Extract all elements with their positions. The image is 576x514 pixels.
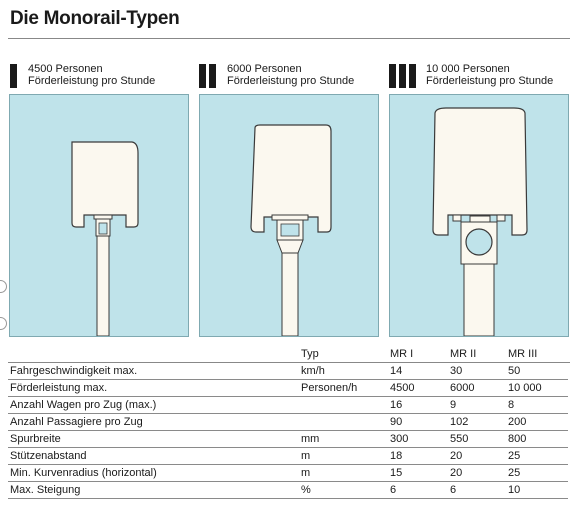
row-value-mr1: 6 [390, 484, 397, 496]
row-label: Max. Steigung [10, 484, 81, 496]
row-label: Förderleistung max. [10, 382, 108, 394]
row-value-mr2: 30 [450, 365, 463, 377]
row-label: Stützenabstand [10, 450, 87, 462]
capacity-label: Förderleistung pro Stunde [227, 75, 355, 87]
col-header-mr3: MR III [508, 348, 538, 360]
monorail-cross-section-mr1 [10, 95, 188, 336]
row-unit: m [301, 467, 311, 479]
table-row [8, 363, 568, 380]
row-value-mr2: 9 [450, 399, 457, 411]
persons-label: 6000 Personen [227, 63, 302, 75]
monorail-cross-section-mr2 [200, 95, 378, 336]
capacity-bars [199, 64, 216, 88]
row-value-mr3: 25 [508, 467, 521, 479]
row-value-mr1: 14 [390, 365, 403, 377]
row-label: Fahrgeschwindigkeit max. [10, 365, 138, 377]
row-unit: m [301, 450, 311, 462]
cross-section-mr1 [9, 94, 189, 337]
col-header-mr1: MR I [390, 348, 414, 360]
capacity-bars [389, 64, 416, 88]
capacity-label: Förderleistung pro Stunde [28, 75, 156, 87]
monorail-cross-section-mr3 [390, 95, 568, 336]
row-value-mr1: 90 [390, 416, 403, 428]
table-row [8, 482, 568, 499]
capacity-bars [10, 64, 17, 88]
row-value-mr3: 25 [508, 450, 521, 462]
col-header-unit: Typ [301, 348, 319, 360]
row-unit: Personen/h [301, 382, 358, 394]
row-value-mr3: 8 [508, 399, 515, 411]
row-value-mr2: 20 [450, 467, 463, 479]
row-label: Min. Kurvenradius (horizontal) [10, 467, 157, 479]
row-label: Spurbreite [10, 433, 61, 445]
row-value-mr3: 800 [508, 433, 527, 445]
row-value-mr1: 300 [390, 433, 409, 445]
row-value-mr3: 10 000 [508, 382, 542, 394]
type-header-mr2 [199, 60, 379, 94]
row-value-mr3: 10 [508, 484, 521, 496]
row-value-mr2: 20 [450, 450, 463, 462]
cross-section-mr2 [199, 94, 379, 337]
persons-label: 10 000 Personen [426, 63, 510, 75]
row-value-mr2: 6000 [450, 382, 475, 394]
type-header-mr1 [10, 60, 190, 94]
table-row [8, 448, 568, 465]
table-row [8, 397, 568, 414]
row-value-mr1: 4500 [390, 382, 415, 394]
row-label: Anzahl Wagen pro Zug (max.) [10, 399, 157, 411]
col-header-mr2: MR II [450, 348, 477, 360]
row-value-mr2: 550 [450, 433, 469, 445]
persons-label: 4500 Personen [28, 63, 103, 75]
row-unit: mm [301, 433, 320, 445]
row-unit: % [301, 484, 311, 496]
capacity-label: Förderleistung pro Stunde [426, 75, 554, 87]
row-value-mr3: 50 [508, 365, 521, 377]
table-row [8, 414, 568, 431]
binder-hole [0, 280, 7, 293]
row-label: Anzahl Passagiere pro Zug [10, 416, 143, 428]
title-divider [8, 38, 570, 39]
row-value-mr1: 18 [390, 450, 403, 462]
row-unit: km/h [301, 365, 325, 377]
table-row [8, 431, 568, 448]
row-value-mr2: 6 [450, 484, 457, 496]
row-value-mr1: 16 [390, 399, 403, 411]
row-value-mr2: 102 [450, 416, 469, 428]
row-value-mr3: 200 [508, 416, 527, 428]
table-row [8, 465, 568, 482]
table-row [8, 380, 568, 397]
type-header-mr3 [389, 60, 569, 94]
cross-section-mr3 [389, 94, 569, 337]
binder-hole [0, 317, 7, 330]
row-value-mr1: 15 [390, 467, 403, 479]
page-title: Die Monorail-Typen [10, 8, 180, 29]
